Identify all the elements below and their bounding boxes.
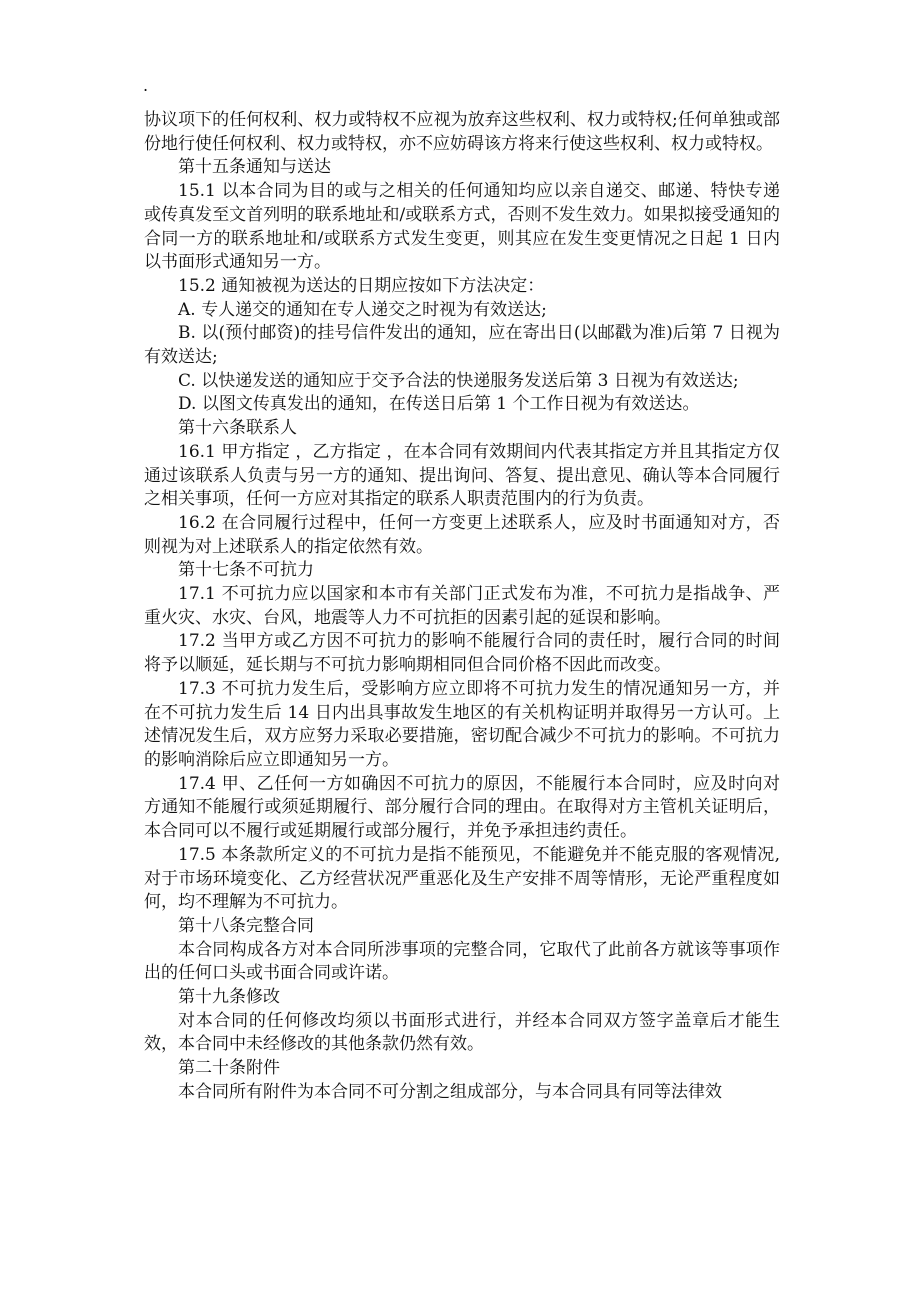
section-heading: 第十七条不可抗力: [178, 560, 314, 581]
paragraph: 17.5 本条款所定义的不可抗力是指不能预见，不能避免并不能克服的客观情况,对于市场环境变化、乙方经营状况严重恶化及生产安排不周等情形，无论严重程度如何，均不理解为不可抗力。: [144, 844, 780, 913]
page-marker: .: [143, 76, 149, 95]
paragraph: 对本合同的任何修改均须以书面形式进行，并经本合同双方签字盖章后才能生效，本合同中未经修改的其他条款仍然有效。: [144, 1010, 780, 1055]
list-item: C. 以快递发送的通知应于交予合法的快递服务发送后第 3 日视为有效送达;: [178, 370, 739, 391]
paragraph: 本合同构成各方对本合同所涉事项的完整合同，它取代了此前各方就该等事项作出的任何口头或书面合同或许诺。: [144, 939, 780, 984]
paragraph: 17.2 当甲方或乙方因不可抗力的影响不能履行合同的责任时，履行合同的时间将予以顺延，延长期与不可抗力影响期相同但合同价格不因此而改变。: [144, 631, 780, 676]
section-heading: 第十五条通知与送达: [178, 157, 331, 178]
paragraph: 15.2 通知被视为送达的日期应按如下方法决定：: [178, 275, 545, 296]
paragraph: 16.2 在合同履行过程中，任何一方变更上述联系人，应及时书面通知对方，否则视为对上述联系人的指定依然有效。: [144, 512, 780, 557]
list-item: D. 以图文传真发出的通知，在传送日后第 1 个工作日视为有效送达。: [178, 394, 700, 415]
contract-document-body: [144, 109, 780, 1105]
list-item: B. 以(预付邮资)的挂号信件发出的通知，应在寄出日(以邮戳为准)后第 7 日视为有效送达;: [144, 323, 780, 368]
paragraph: 本合同所有附件为本合同不可分割之组成部分，与本合同具有同等法律效: [178, 1081, 722, 1102]
paragraph: 17.3 不可抗力发生后，受影响方应立即将不可抗力发生的情况通知另一方，并在不可抗力发生后 14 日内出具事故发生地区的有关机构证明并取得另一方认可。上述情况发生后，双方应努力采取必要措施，密切配合减少不可抗力的影响。不可抗力的影响消除后应立即通知另一方。: [144, 678, 780, 770]
paragraph: 17.1 不可抗力应以国家和本市有关部门正式发布为准，不可抗力是指战争、严重火灾、水灾、台风，地震等人力不可抗拒的因素引起的延误和影响。: [144, 584, 780, 628]
paragraph: 17.4 甲、乙任何一方如确因不可抗力的原因，不能履行本合同时，应及时向对方通知不能履行或须延期履行、部分履行合同的理由。在取得对方主管机关证明后，本合同可以不履行或延期履行或部分履行，并免予承担违约责任。: [144, 773, 780, 842]
section-heading: 第十九条修改: [178, 987, 280, 1008]
list-item: A. 专人递交的通知在专人递交之时视为有效送达;: [178, 299, 547, 320]
section-heading: 第十八条完整合同: [178, 915, 314, 936]
paragraph: 15.1 以本合同为目的或与之相关的任何通知均应以亲自递交、邮递、特快专递或传真发至文首列明的联系地址和/或联系方式，否则不发生效力。如果拟接受通知的合同一方的联系地址和/或联系方式发生变更，则其应在发生变更情况之日起 1 日内以书面形式通知另一方。: [144, 181, 780, 273]
paragraph: 协议项下的任何权利、权力或特权不应视为放弃这些权利、权力或特权;任何单独或部份地行使任何权利、权力或特权，亦不应妨碍该方将来行使这些权利、权力或特权。: [144, 110, 780, 154]
paragraph: 16.1 甲方指定 ，乙方指定 ，在本合同有效期间内代表其指定方并且其指定方仅通过该联系人负责与另一方的通知、提出询问、答复、提出意见、确认等本合同履行之相关事项，任何一方应对其指定的联系人职责范围内的行为负责。: [144, 441, 780, 510]
section-heading: 第二十条附件: [178, 1058, 280, 1079]
section-heading: 第十六条联系人: [178, 418, 297, 439]
